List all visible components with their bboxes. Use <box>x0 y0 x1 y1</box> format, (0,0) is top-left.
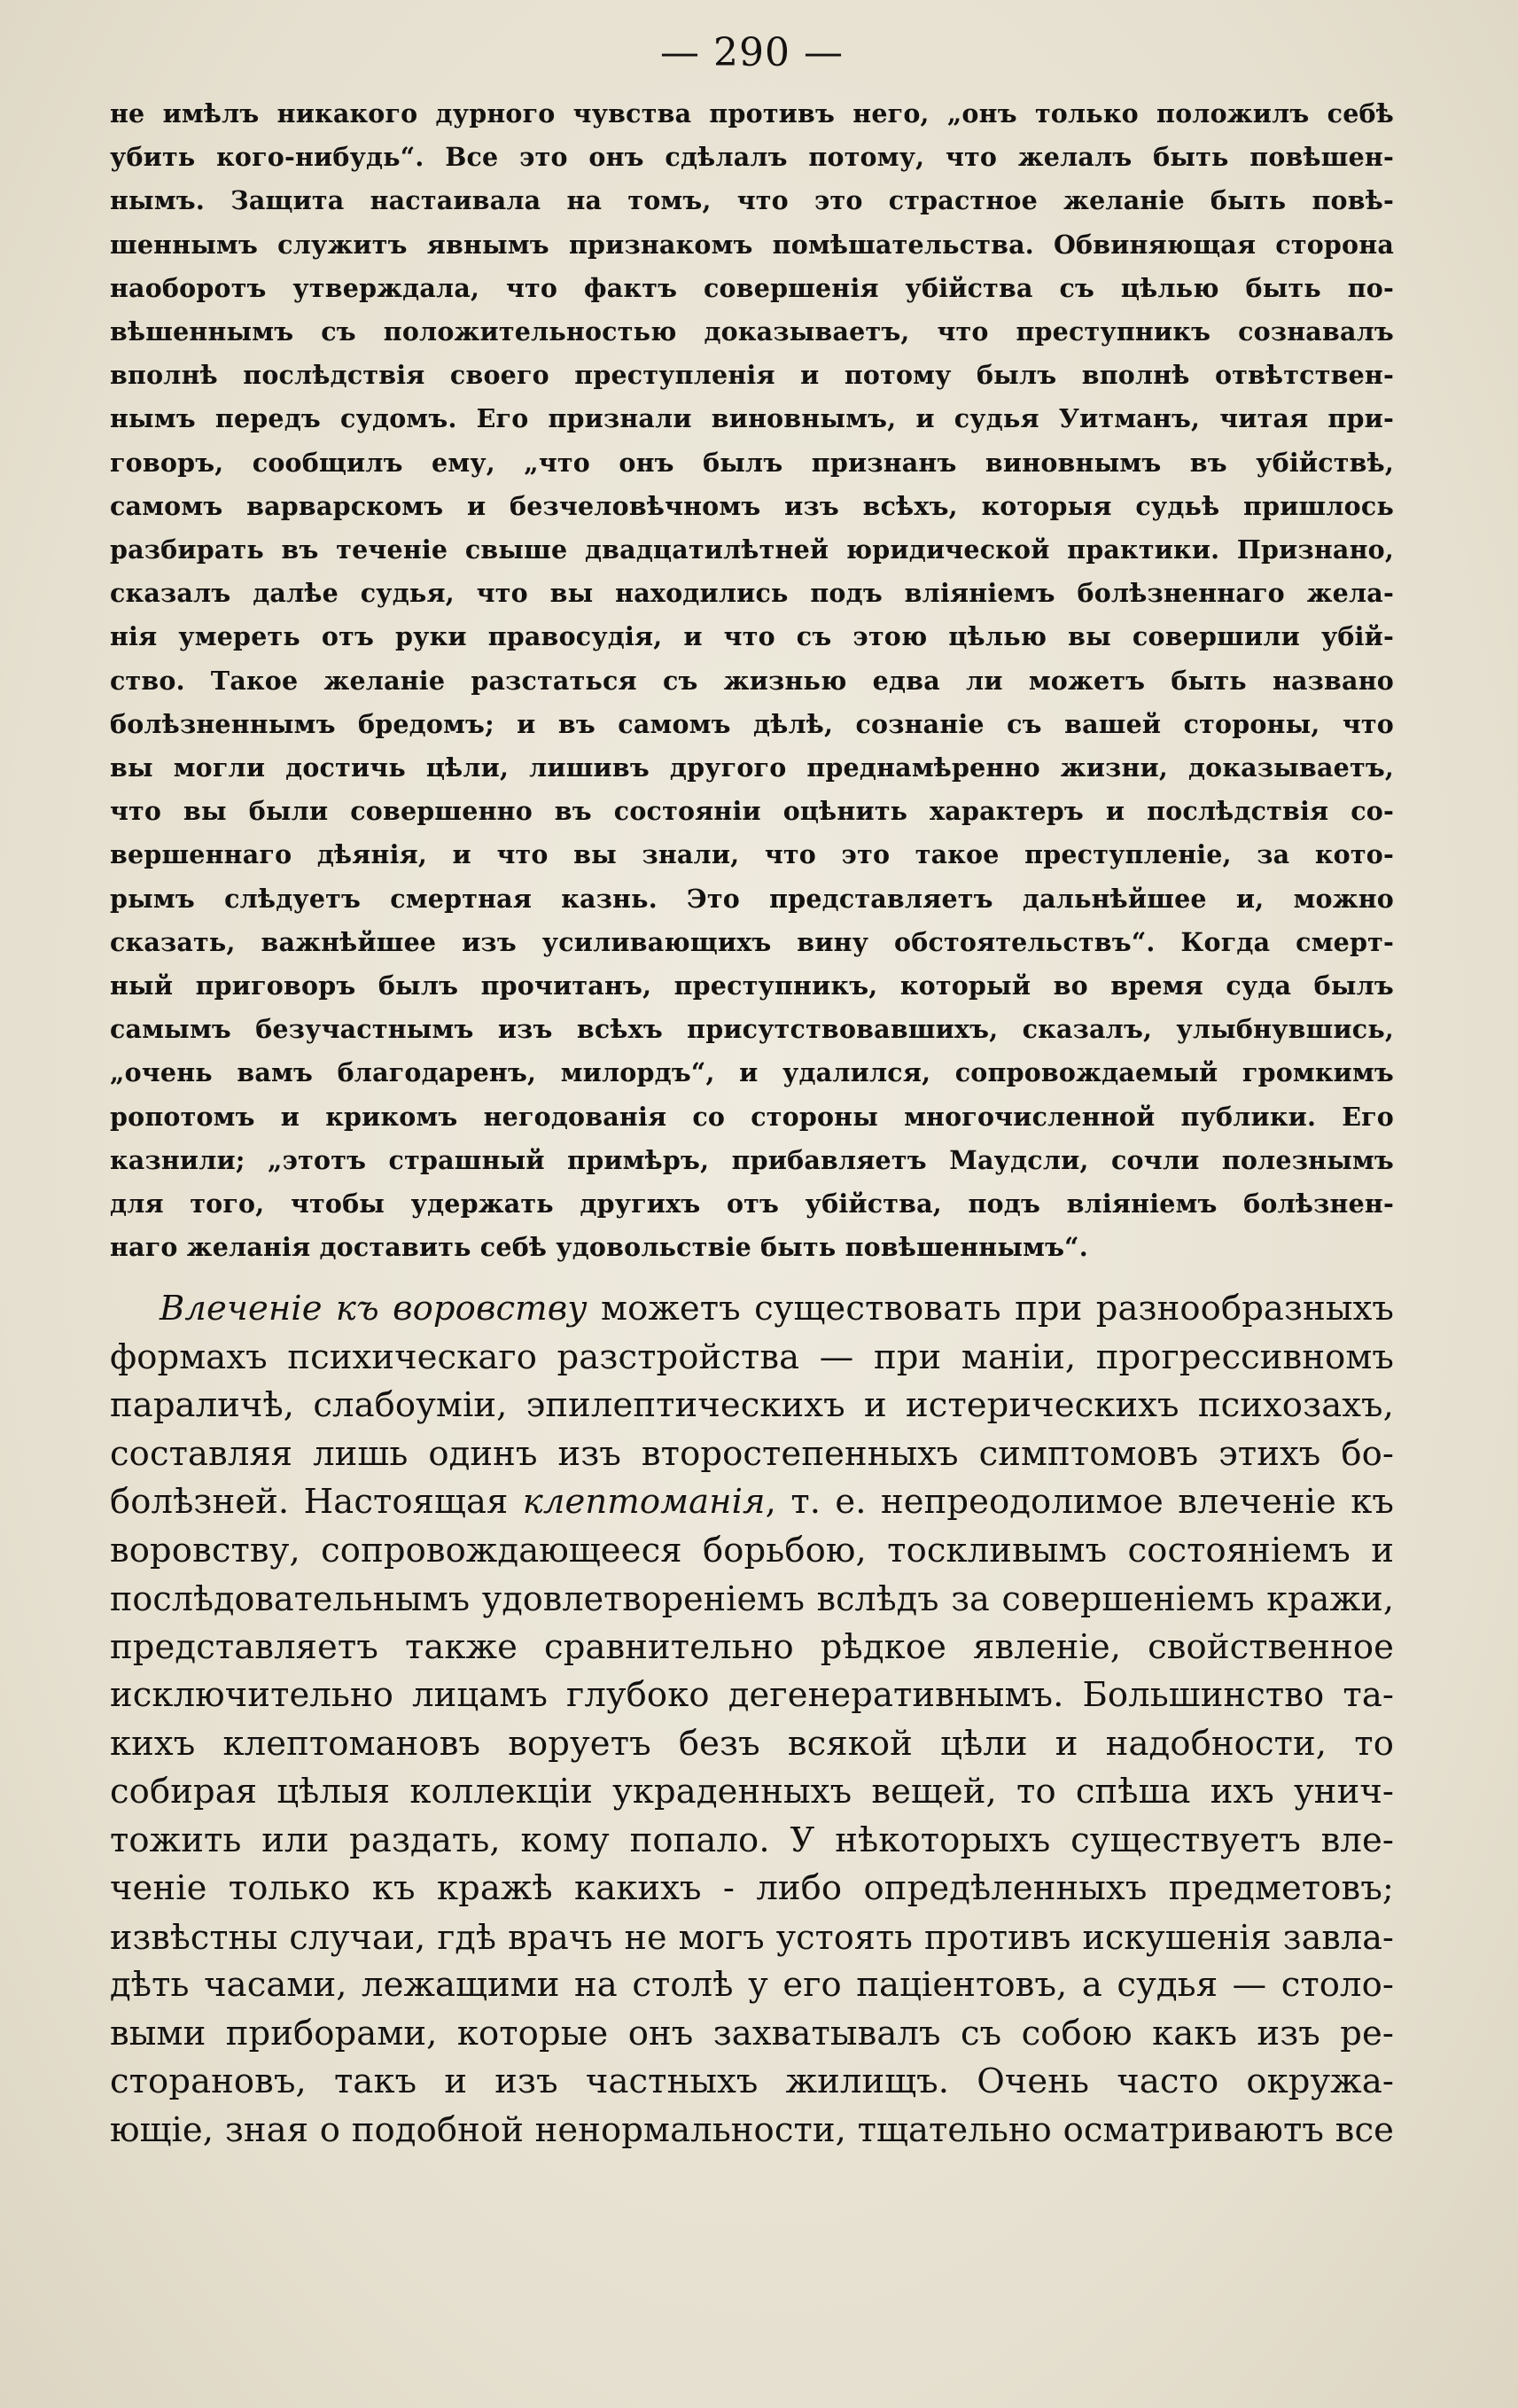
page-number: — 290 — <box>660 30 844 75</box>
paragraph-kleptomania <box>110 1285 1394 2155</box>
text-line: сказать, важнѣйшее изъ усиливающихъ вину обстоятельствъ“. Когда смерт- <box>110 926 1394 957</box>
text-line: убить кого-нибудь“. Все это онъ сдѣлалъ потому, что желалъ быть повѣшен- <box>110 142 1394 173</box>
text-line: дѣть часами, лежащими на столѣ у его пацiентовъ, а судья — столо- <box>110 1965 1394 2006</box>
text-line: ный приговоръ былъ прочитанъ, преступникъ, который во время суда былъ <box>110 970 1394 1001</box>
text-line: рымъ слѣдуетъ смертная казнь. Это представляетъ дальнѣйшее и, можно <box>110 883 1394 914</box>
text-line: исключительно лицамъ глубоко дегенеративнымъ. Большинство та- <box>110 1675 1394 1716</box>
text-line: не имѣлъ никакого дурного чувства противъ него, „онъ только положилъ себѣ <box>110 98 1394 129</box>
text-line: сказалъ далѣе судья, что вы находились подъ влiянiемъ болѣзненнаго жела- <box>110 578 1394 609</box>
text-line: нымъ. Защита настаивала на томъ, что это страстное желанiе быть повѣ- <box>110 185 1394 216</box>
text-line: ющiе, зная о подобной ненормальности, тщательно осматриваютъ все <box>110 2109 1394 2150</box>
text-line: ченiе только къ кражѣ какихъ - либо опредѣленныхъ предметовъ; <box>110 1868 1394 1909</box>
text-line: вы могли достичь цѣли, лишивъ другого преднамѣренно жизни, доказываетъ, <box>110 752 1394 783</box>
text-line: болѣзней. Настоящая клептоманiя, т. е. непреодолимое влеченiе къ <box>110 1482 1394 1523</box>
text-line: нiя умереть отъ руки правосудiя, и что съ этою цѣлью вы совершили убiй- <box>110 621 1394 652</box>
text-line: Влеченiе къ воровству можетъ существовать при разнообразныхъ <box>160 1289 1394 1329</box>
text-line: послѣдовательнымъ удовлетворенiемъ вслѣдъ за совершенiемъ кражи, <box>110 1579 1394 1619</box>
text-line: „очень вамъ благодаренъ, милордъ“, и удалился, сопровождаемый громкимъ <box>110 1057 1394 1088</box>
text-line: тожить или раздать, кому попало. У нѣкоторыхъ существуетъ вле- <box>110 1820 1394 1860</box>
text-line: параличѣ, слабоумiи, эпилептическихъ и истерическихъ психозахъ, <box>110 1385 1394 1426</box>
text-line: воровству, сопровождающееся борьбою, тоскливымъ состоянiемъ и <box>110 1530 1394 1570</box>
text-line: самымъ безучастнымъ изъ всѣхъ присутствовавшихъ, сказалъ, улыбнувшись, <box>110 1014 1394 1045</box>
italic-term: клептоманiя <box>522 1482 766 1523</box>
text-line: наоборотъ утверждала, что фактъ совершенiя убiйства съ цѣлью быть по- <box>110 272 1394 303</box>
text-line: сторановъ, такъ и изъ частныхъ жилищъ. Очень часто окружа- <box>110 2061 1394 2102</box>
text-line: шеннымъ служитъ явнымъ признакомъ помѣшательства. Обвиняющая сторона <box>110 229 1394 260</box>
text-line: собирая цѣлыя коллекцiи украденныхъ вещей, то спѣша ихъ унич- <box>110 1772 1394 1812</box>
text-line: говоръ, сообщилъ ему, „что онъ былъ признанъ виновнымъ въ убiйствѣ, <box>110 447 1394 478</box>
text-line: самомъ варварскомъ и безчеловѣчномъ изъ всѣхъ, которыя судьѣ пришлось <box>110 490 1394 521</box>
text-line: ство. Такое желанiе разстаться съ жизнью едва ли можетъ быть названо <box>110 665 1394 696</box>
text-line: ропотомъ и крикомъ негодованiя со стороны многочисленной публики. Его <box>110 1101 1394 1132</box>
text-line: разбирать въ теченiе свыше двадцатилѣтней юридической практики. Признано, <box>110 534 1394 565</box>
paragraph-case-report <box>110 92 1394 1269</box>
text-line: извѣстны случаи, гдѣ врачъ не могъ устоять противъ искушенiя завла- <box>110 1917 1394 1957</box>
italic-term: Влеченiе къ воровству <box>160 1289 588 1329</box>
text-line: представляетъ также сравнительно рѣдкое явленiе, свойственное <box>110 1626 1394 1667</box>
text-line: что вы были совершенно въ состоянiи оцѣнить характеръ и послѣдствiя со- <box>110 796 1394 827</box>
text-line: вѣшеннымъ съ положительностью доказываетъ, что преступникъ сознавалъ <box>110 316 1394 347</box>
text-line: нымъ передъ судомъ. Его признали виновнымъ, и судья Уитманъ, читая при- <box>110 403 1394 434</box>
text-line: составляя лишь одинъ изъ второстепенныхъ симптомовъ этихъ бо- <box>110 1433 1394 1474</box>
text-line: кихъ клептомановъ воруетъ безъ всякой цѣли и надобности, то <box>110 1723 1394 1764</box>
text-line: формахъ психическаго разстройства — при манiи, прогрессивномъ <box>110 1336 1394 1377</box>
text-line: выми приборами, которые онъ захватывалъ съ собою какъ изъ ре- <box>110 2013 1394 2053</box>
text-line: болѣзненнымъ бредомъ; и въ самомъ дѣлѣ, сознанiе съ вашей стороны, что <box>110 708 1394 739</box>
text-line: наго желанiя доставить себѣ удовольствiе быть повѣшеннымъ“. <box>110 1232 1088 1263</box>
text-line: вершеннаго дѣянiя, и что вы знали, что это такое преступленiе, за кото- <box>110 839 1394 870</box>
text-line: казнили; „этотъ страшный примѣръ, прибавляетъ Маудсли, сочли полезнымъ <box>110 1144 1394 1175</box>
text-line: для того, чтобы удержать другихъ отъ убiйства, подъ влiянiемъ болѣзнен- <box>110 1188 1394 1220</box>
text-line: вполнѣ послѣдствiя своего преступленiя и потому былъ вполнѣ отвѣтствен- <box>110 360 1394 391</box>
